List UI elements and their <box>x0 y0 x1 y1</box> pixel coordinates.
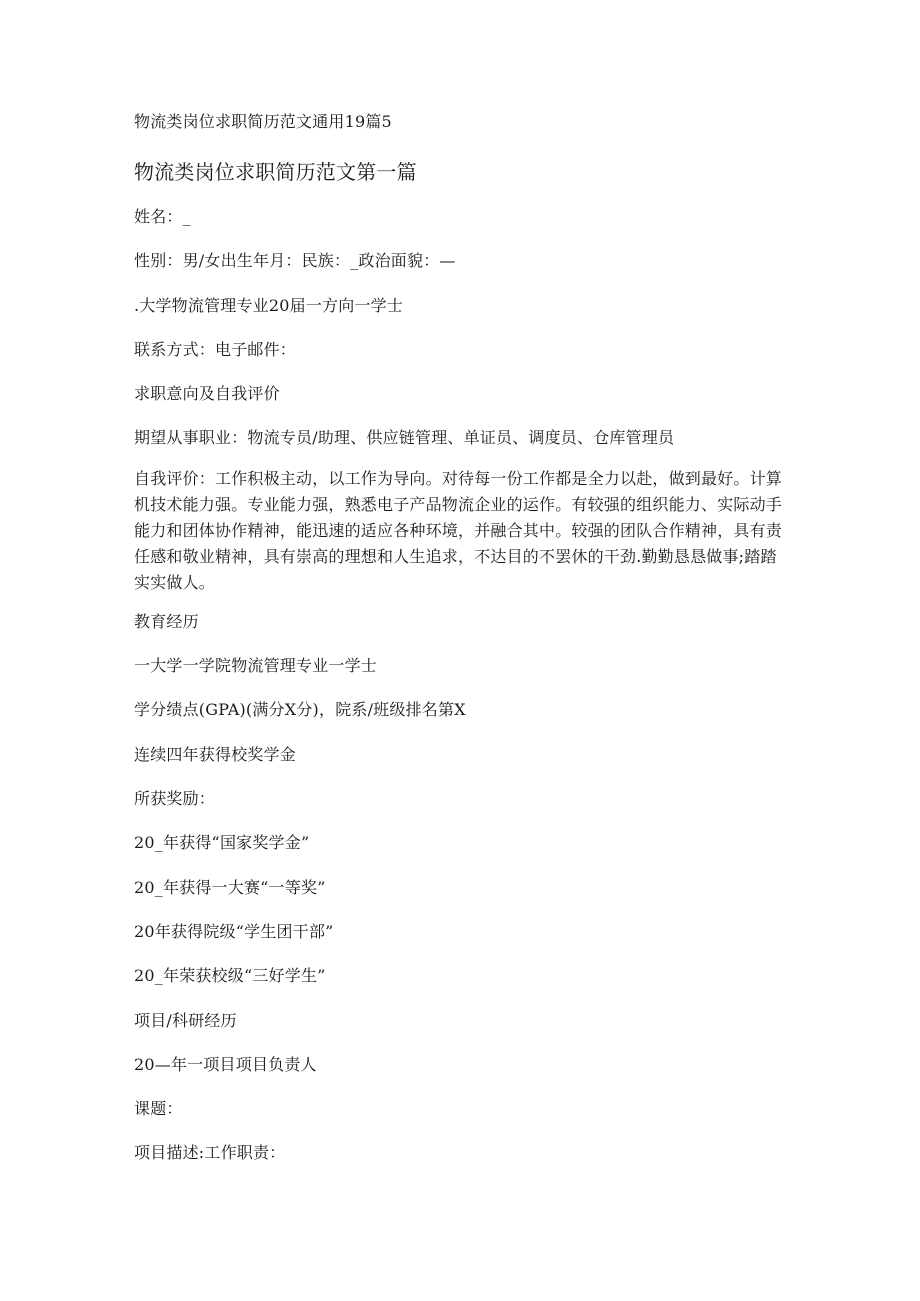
award-item: 20_年获得一大赛“一等奖” <box>134 878 326 897</box>
school-line: .大学物流管理专业20届一方向一学士 <box>134 296 404 315</box>
award-item: 20_年荣获校级“三好学生” <box>134 966 326 985</box>
project-line: 20—年一项目项目负责人 <box>134 1055 317 1074</box>
document-title: 物流类岗位求职简历范文通用19篇5 <box>134 112 392 131</box>
awards-heading: 所获奖励： <box>134 789 216 808</box>
award-item: 20_年获得“国家奖学金” <box>134 833 310 852</box>
self-evaluation-paragraph: 自我评价：工作积极主动，以工作为导向。对待每一份工作都是全力以赴，做到最好。计算机技术能力强。专业能力强，熟悉电子产品物流企业的运作。有较强的组织能力、实际动手能力和团体协作精神，能迅速的适应各种环境，并融合其中。较强的团队合作精神，具有责任感和敬业精神，具有崇高的理想和人生追求，不达目的不罢休的干劲.勤勤恳恳做事;踏踏实实做人。 <box>134 469 783 592</box>
section-title: 物流类岗位求职简历范文第一篇 <box>134 160 417 184</box>
project-description-line: 项目描述:工作职责： <box>134 1143 286 1162</box>
gender-line: 性别：男/女出生年月：民族：_政治面貌：— <box>134 251 456 270</box>
contact-line: 联系方式：电子邮件： <box>134 340 297 359</box>
education-heading: 教育经历 <box>134 612 199 631</box>
award-item: 20年获得院级“学生团干部” <box>134 922 334 941</box>
education-school: 一大学一学院物流管理专业一学士 <box>134 656 378 675</box>
scholarship-line: 连续四年获得校奖学金 <box>134 745 297 764</box>
intent-heading: 求职意向及自我评价 <box>134 384 280 403</box>
gpa-line: 学分绩点(GPA)(满分X分)，院系/班级排名第X <box>134 700 466 719</box>
project-heading: 项目/科研经历 <box>134 1011 237 1030</box>
topic-line: 课题： <box>134 1099 183 1118</box>
name-line: 姓名：_ <box>134 207 191 226</box>
expected-jobs: 期望从事职业：物流专员/助理、供应链管理、单证员、调度员、仓库管理员 <box>134 428 675 447</box>
